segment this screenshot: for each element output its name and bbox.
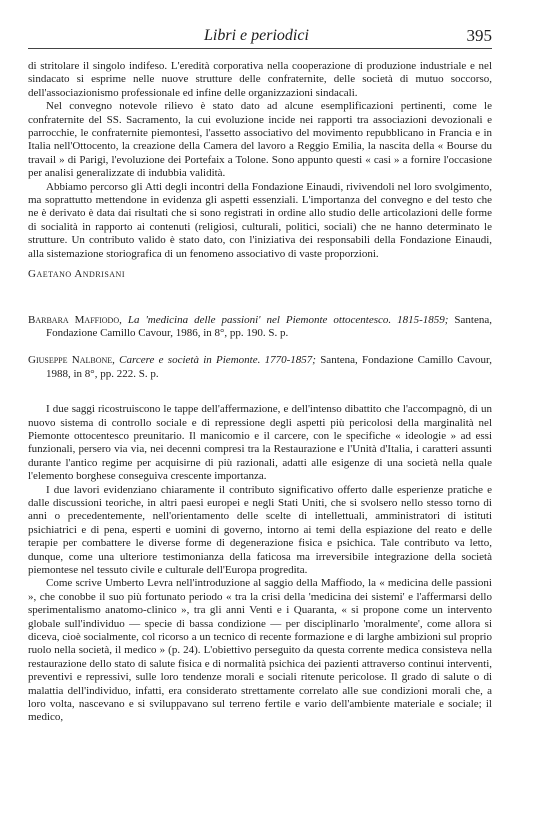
section-title: Libri e periodici [204, 27, 309, 44]
paragraph: I due saggi ricostruiscono le tappe dell'affermazione, e dell'intenso dibattito che l'accompagnò, di un nuovo sistema di controllo sociale e di repressione degli aspetti più pericolosi della marginalità nel Piemonte ottocentesco preunitario. Il manicomio e il carcere, con le specifiche « ideologie » ad essi funzionali, persero via via, nei decenni compresi tra la Restaurazione e l'Unità d'Italia, i caratteri assunti durante l'antico regime per acquisirne di più razionali, adatti alle esigenze di una società nella quale l'elemento borghese conseguiva crescente importanza. [28, 403, 492, 483]
paragraph: di stritolare il singolo indifeso. L'eredità corporativa nella cooperazione di produzione industriale e nel sindacato si esprime nelle nuove strutture delle confraternite, delle società di mutuo soccorso, dell'associazionismo professionale ed infine delle organizzazioni sindacali. [28, 60, 492, 99]
page-number: 395 [466, 26, 492, 45]
running-header [28, 26, 492, 49]
review-signature: Gaetano Andrisani [28, 268, 125, 281]
entry-author: Giuseppe Nalbone, [28, 354, 115, 367]
paragraph: Abbiamo percorso gli Atti degli incontri della Fondazione Einaudi, rivivendoli nel loro svolgimento, ma soprattutto mettendone in evidenza gli aspetti essenziali. L'importanza del convegno e del testo che ne è derivato è data dai risultati che si sono registrati in ordine allo studio delle articolazioni delle forme di socialità in rapporto ai contenuti (religiosi, culturali, politici, sociali) che ne hanno determinato le strutture. Un contributo valido è stato dato, con l'iniziativa dei responsabili della Fondazione Einaudi, alla sistemazione storiografica di un fenomeno associativo di vaste proporzioni. [28, 180, 492, 260]
paragraph: Come scrive Umberto Levra nell'introduzione al saggio della Maffiodo, la « medicina delle passioni », che conobbe il suo più fortunato periodo « tra la crisi della 'medicina dei sistemi' e l'affermarsi dello sperimentalismo anatomo-clinico », tra gli anni Venti e i Quaranta, « si propone come un intervento globale sull'individuo — specie di bassa condizione — per disciplinarlo 'moralmente', come allora si diceva, cioè socialmente, col ricorso a un tecnico di recente formazione e di larghe ambizioni sul proprio ruolo nella società, il medico » (p. 24). L'obiettivo perseguito da questa corrente medica consisteva nella restaurazione dello stato di salute fisica e di normalità psichica dei pazienti attraverso continui interventi, preventivi e repressivi, sulle loro tendenze morali e sociali ritenute pericolose. Il grado di salute o di malattia dell'individuo, infatti, era considerato strettamente correlato alle sue condizioni morali che, a loro volta, nascevano e si sviluppavano sul terreno fertile e vario dell'ambiente materiale e sociale; il medico, [28, 577, 492, 724]
entry-title: La 'medicina delle passioni' nel Piemonte ottocentesco. 1815-1859; [127, 313, 449, 326]
entry-details: Santena, Fondazione Camillo Cavour, 1988, in 8°, pp. 222. S. p. [46, 354, 492, 380]
bibliographic-entry [28, 314, 492, 341]
entry-details: Santena, Fondazione Camillo Cavour, 1986, in 8°, pp. 190. S. p. [46, 313, 492, 339]
bibliographic-entry [28, 354, 492, 381]
paragraph: Nel convegno notevole rilievo è stato dato ad alcune esemplificazioni pertinenti, come le confraternite del SS. Sacramento, la cui evoluzione incide nei rapporti tra associazioni devozionali e parrocchie, le confraternite piemontesi, l'assetto associativo del movimento repubblicano in Francia e in Italia nell'Ottocento, la creazione della Camera del lavoro a Reggio Emilia, la nascita della « Bourse du travail » di Parigi, l'evoluzione dei Portefaix a Tolone. Sono appunto questi « casi » a fornire l'occasione per analisi generalizzate di indubbia validità. [28, 100, 492, 180]
entry-title: Carcere e società in Piemonte. 1770-1857; [119, 354, 316, 367]
paragraph: I due lavori evidenziano chiaramente il contributo significativo offerto dalle esperienze pratiche e dalle discussioni teoriche, in altri paesi europei e negli Stati Uniti, che si svolsero nello stesso torno di anni o precedentemente, nell'orientamento delle scelte di intellettuali, amministratori di istituti psichiatrici e di pena, esperti e uomini di governo, intorno ai temi della espiazione del reato e delle terapie per combattere le diverse forme di degenerazione fisica e psichica. Tale contributo va letto, dunque, come una ulteriore testimonianza della faticosa ma irreversibile integrazione della società piemontese nel tessuto civile e culturale dell'Europa progredita. [28, 483, 492, 576]
text-body [28, 60, 492, 725]
entry-author: Barbara Maffiodo, [28, 313, 122, 326]
